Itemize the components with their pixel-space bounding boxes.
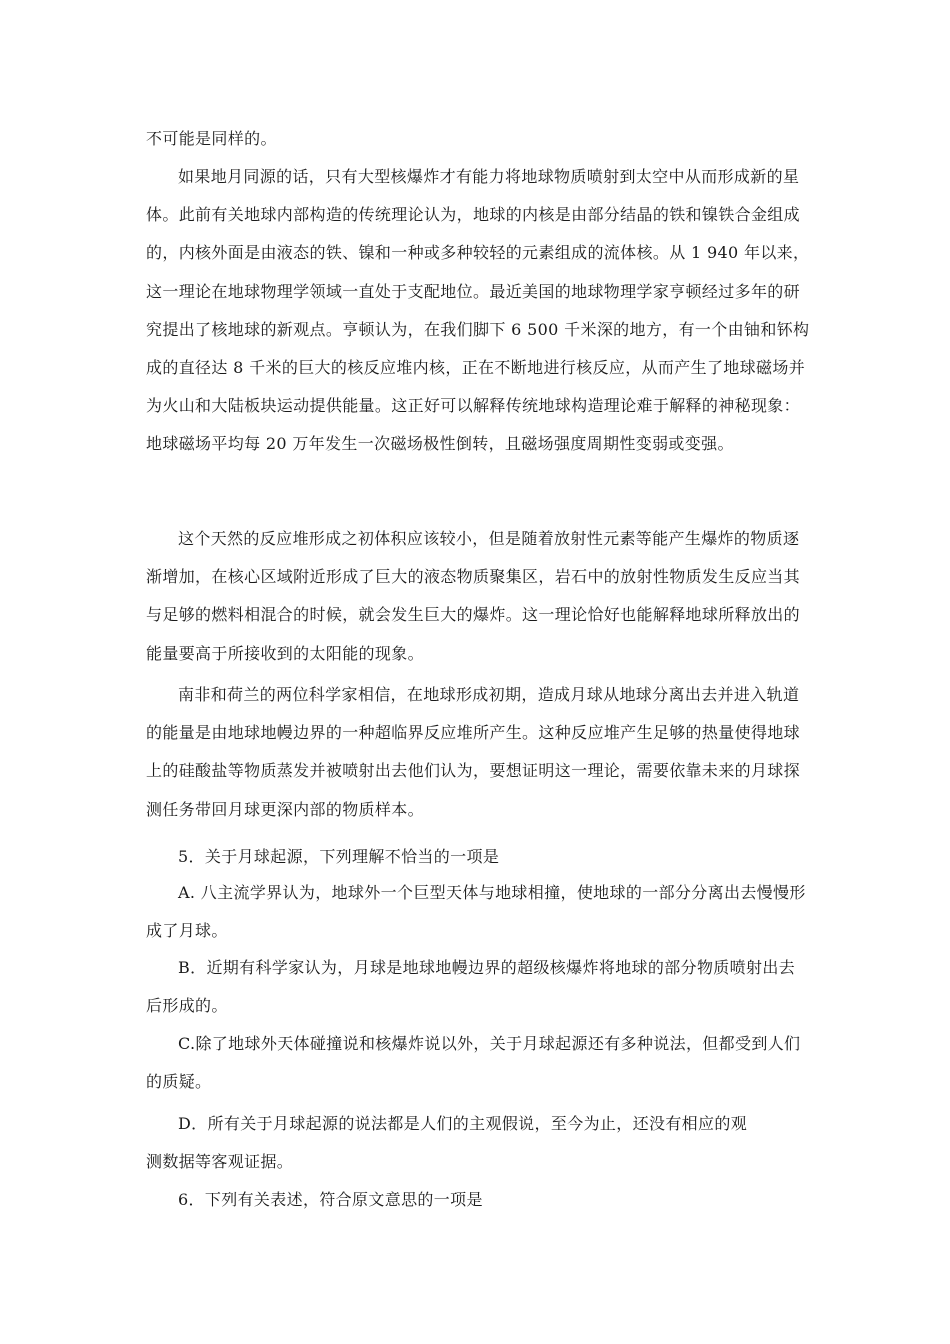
continuation-line: 不可能是同样的。 — [146, 129, 277, 148]
question-5-option-c: C.除了地球外天体碰撞说和核爆炸说以外，关于月球起源还有多种说法，但都受到人们的质疑。 — [146, 1034, 801, 1092]
question-5-option-d-line-1: D．所有关于月球起源的说法都是人们的主观假说，至今为止，还没有相应的观 — [178, 1114, 748, 1133]
question-6-stem: 6．下列有关表述，符合原文意思的一项是 — [178, 1190, 483, 1209]
question-5-option-d-line-2: 测数据等客观证据。 — [146, 1152, 294, 1171]
paragraph-supercritical-reactor: 南非和荷兰的两位科学家相信，在地球形成初期，造成月球从地球分离出去并进入轨道的能量是由地球地幔边界的一种超临界反应堆所产生。这种反应堆产生足够的热量使得地球上的硅酸盐等物质蒸发并被喷射出去他们认为，要想证明这一理论，需要依靠未来的月球探测任务带回月球更深内部的物质样本。 — [146, 685, 801, 819]
paragraph-natural-reactor: 这个天然的反应堆形成之初体积应该较小，但是随着放射性元素等能产生爆炸的物质逐渐增加，在核心区域附近形成了巨大的液态物质聚集区，岩石中的放射性物质发生反应当其与足够的燃料相混合的时候，就会发生巨大的爆炸。这一理论恰好也能解释地球所释放出的能量要高于所接收到的太阳能的现象。 — [146, 529, 801, 663]
question-5-option-a: A. 八主流学界认为，地球外一个巨型天体与地球相撞，使地球的一部分分离出去慢慢形成了月球。 — [146, 883, 806, 941]
paragraph-earth-core: 如果地月同源的话，只有大型核爆炸才有能力将地球物质喷射到太空中从而形成新的星体。此前有关地球内部构造的传统理论认为，地球的内核是由部分结晶的铁和镍铁合金组成的，内核外面是由液态的铁、镍和一种或多种较轻的元素组成的流体核。从 1 940 年以来，这一理论在地球物理学领域一直处于支配地位。最近美国的地球物理学家亨顿经过多年的研究提出了核地球的新观点。亨顿认为，在我们脚下 6 500 千米深的地方，有一个由铀和钚构成的直径达 8 千米的巨大的核反应堆内核，正在不断地进行核反应，从而产生了地球磁场并为火山和大陆板块运动提供能量。这正好可以解释传统地球构造理论难于解释的神秘现象：地球磁场平均每 20 万年发生一次磁场极性倒转，且磁场强度周期性变弱或变强。 — [146, 167, 810, 454]
question-5-stem: 5．关于月球起源，下列理解不恰当的一项是 — [178, 847, 500, 866]
question-5-option-b: B．近期有科学家认为，月球是地球地幔边界的超级核爆炸将地球的部分物质喷射出去后形成的。 — [146, 958, 796, 1016]
